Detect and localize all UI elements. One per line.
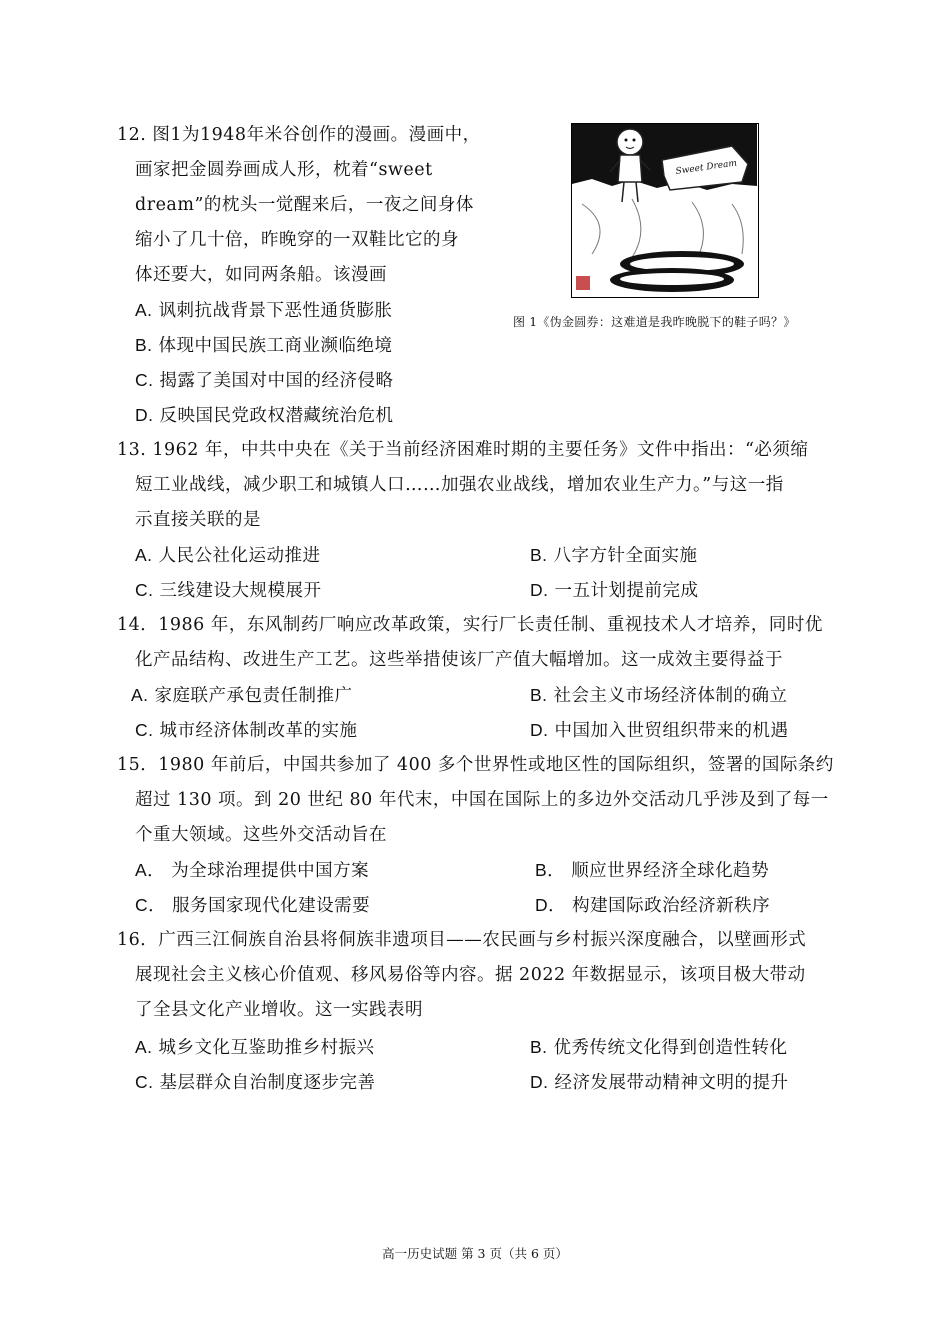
question-16-line-3: 了全县文化产业增收。这一实践表明 (135, 1000, 423, 1020)
option-key: D. (530, 580, 549, 600)
option-key: C． (135, 895, 167, 915)
question-15-line-3: 个重大领域。这些外交活动旨在 (135, 825, 387, 845)
option-key: A. (135, 1037, 153, 1057)
option-text: 基层群众自治制度逐步完善 (159, 1073, 376, 1093)
question-14-line-2: 化产品结构、改进生产工艺。这些举措使该厂产值大幅增加。这一成效主要得益于 (135, 650, 783, 670)
figure-caption: 图 1《伪金圆券：这难道是我昨晚脱下的鞋子吗？》 (513, 315, 796, 329)
question-14-option-a[interactable] (131, 683, 353, 708)
question-16-option-d[interactable] (530, 1070, 789, 1095)
option-key: B. (530, 1037, 548, 1057)
option-text: 揭露了美国对中国的经济侵略 (159, 371, 394, 391)
option-key: B． (535, 860, 566, 880)
question-13-option-d[interactable] (530, 578, 699, 603)
question-15-option-b[interactable] (535, 858, 769, 883)
option-text: 城乡文化互鉴助推乡村振兴 (158, 1038, 375, 1058)
question-12-option-a[interactable] (135, 298, 393, 323)
option-key: D. (530, 720, 549, 740)
question-12-option-c[interactable] (135, 368, 394, 393)
question-12-line-4: 缩小了几十倍，昨晚穿的一双鞋比它的身 (135, 230, 459, 250)
option-text: 一五计划提前完成 (554, 581, 699, 601)
option-text: 三线建设大规模展开 (159, 581, 322, 601)
question-16-option-a[interactable] (135, 1035, 375, 1060)
question-14-option-c[interactable] (135, 718, 358, 743)
option-text: 服务国家现代化建设需要 (172, 896, 371, 916)
artist-seal (576, 276, 590, 290)
option-text: 八字方针全面实施 (553, 546, 698, 566)
option-key: D. (135, 405, 154, 425)
question-12-line-2: 画家把金圆券画成人形，枕着“sweet (135, 160, 433, 180)
option-text: 体现中国民族工商业濒临绝境 (158, 336, 393, 356)
option-text: 城市经济体制改革的实施 (159, 721, 358, 741)
question-15-line-2: 超过 130 项。到 20 世纪 80 年代末，中国在国际上的多边外交活动几乎涉及到了每一 (135, 790, 829, 810)
option-text: 中国加入世贸组织带来的机遇 (554, 721, 789, 741)
question-15-option-c[interactable] (135, 893, 370, 918)
pillow-text: Sweet Dream (675, 158, 738, 177)
option-text: 经济发展带动精神文明的提升 (554, 1073, 789, 1093)
question-15-line-1: 15．1980 年前后，中国共参加了 400 多个世界性或地区性的国际组织，签署的国际条约 (117, 755, 834, 775)
option-key: B. (530, 545, 548, 565)
question-14-option-d[interactable] (530, 718, 789, 743)
question-16-option-c[interactable] (135, 1070, 376, 1095)
option-text: 为全球治理提供中国方案 (171, 861, 370, 881)
question-13-option-a[interactable] (135, 543, 321, 568)
option-key: B. (530, 685, 548, 705)
question-12-line-3: dream”的枕头一觉醒来后，一夜之间身体 (135, 195, 474, 215)
question-13-option-b[interactable] (530, 543, 698, 568)
option-key: A. (131, 685, 149, 705)
option-key: B. (135, 335, 153, 355)
option-text: 顺应世界经济全球化趋势 (571, 861, 770, 881)
option-key: A. (135, 300, 153, 320)
question-12-option-d[interactable] (135, 403, 394, 428)
cartoon-illustration (572, 124, 757, 296)
page-footer: 高一历史试题 第 3 页（共 6 页） (382, 1246, 568, 1261)
option-key: C. (135, 370, 154, 390)
question-12-line-1: 12. 图1为1948年米谷创作的漫画。漫画中， (117, 125, 481, 145)
option-key: D． (535, 895, 567, 915)
question-16-option-b[interactable] (530, 1035, 788, 1060)
option-text: 讽刺抗战背景下恶性通货膨胀 (158, 301, 393, 321)
option-text: 构建国际政治经济新秩序 (572, 896, 771, 916)
option-key: C. (135, 580, 154, 600)
question-12-line-5: 体还要大，如同两条船。该漫画 (135, 265, 387, 285)
question-12-option-b[interactable] (135, 333, 393, 358)
question-13-line-2: 短工业战线，减少职工和城镇人口……加强农业战线，增加农业生产力。”与这一指 (135, 475, 784, 495)
option-text: 反映国民党政权潜藏统治危机 (159, 406, 394, 426)
question-13-option-c[interactable] (135, 578, 322, 603)
question-14-option-b[interactable] (530, 683, 788, 708)
option-text: 人民公社化运动推进 (158, 546, 321, 566)
question-13-line-1: 13. 1962 年，中共中央在《关于当前经济困难时期的主要任务》文件中指出：“必须缩 (117, 440, 809, 460)
option-key: D. (530, 1072, 549, 1092)
question-16-line-1: 16．广西三江侗族自治县将侗族非遗项目——农民画与乡村振兴深度融合，以壁画形式 (117, 930, 807, 950)
option-text: 优秀传统文化得到创造性转化 (553, 1038, 788, 1058)
option-key: A． (135, 860, 166, 880)
cartoon-figure (571, 123, 759, 298)
option-text: 社会主义市场经济体制的确立 (553, 686, 788, 706)
question-15-option-d[interactable] (535, 893, 770, 918)
question-13-line-3: 示直接关联的是 (135, 510, 261, 530)
question-15-option-a[interactable] (135, 858, 369, 883)
option-text: 家庭联产承包责任制推广 (154, 686, 353, 706)
option-key: C. (135, 1072, 154, 1092)
question-16-line-2: 展现社会主义核心价值观、移风易俗等内容。据 2022 年数据显示，该项目极大带动 (135, 965, 806, 985)
option-key: A. (135, 545, 153, 565)
option-key: C. (135, 720, 154, 740)
question-14-line-1: 14．1986 年，东风制药厂响应改革政策，实行厂长责任制、重视技术人才培养，同时优 (117, 615, 823, 635)
